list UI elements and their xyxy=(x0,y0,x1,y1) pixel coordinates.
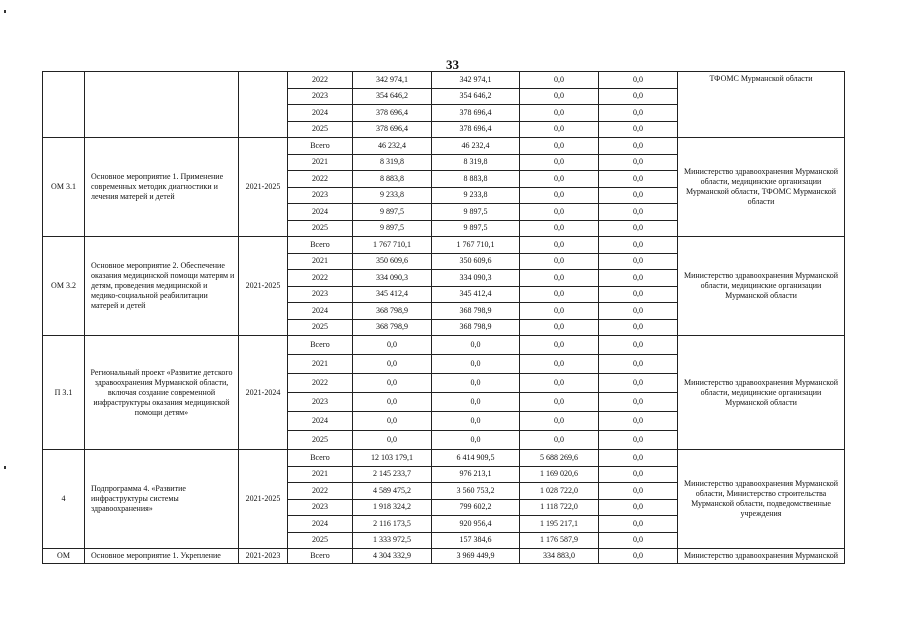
cell-total: 368 798,9 xyxy=(353,319,432,336)
page-number: 33 xyxy=(446,57,459,72)
cell-federal-budget: 0,0 xyxy=(520,355,599,374)
cell-total: 9 233,8 xyxy=(353,187,432,204)
cell-other-sources: 0,0 xyxy=(599,253,678,270)
cell-total: 4 589 475,2 xyxy=(353,483,432,500)
cell-federal-budget: 0,0 xyxy=(520,171,599,188)
cell-other-sources: 0,0 xyxy=(599,532,678,549)
cell-regional-budget: 8 883,8 xyxy=(432,171,520,188)
row-name: Основное мероприятие 1. Укрепление xyxy=(85,549,239,564)
cell-other-sources: 0,0 xyxy=(599,187,678,204)
cell-other-sources: 0,0 xyxy=(599,237,678,254)
cell-other-sources: 0,0 xyxy=(599,105,678,122)
cell-regional-budget: 6 414 909,5 xyxy=(432,450,520,467)
cell-regional-budget: 157 384,6 xyxy=(432,532,520,549)
table-row xyxy=(43,138,845,155)
row-period: 2021-2025 xyxy=(239,237,288,336)
cell-year: 2021 xyxy=(288,466,353,483)
cell-other-sources: 0,0 xyxy=(599,303,678,320)
cell-year: 2023 xyxy=(288,499,353,516)
row-period: 2021-2023 xyxy=(239,549,288,564)
cell-year: 2021 xyxy=(288,253,353,270)
cell-regional-budget: 0,0 xyxy=(432,374,520,393)
cell-regional-budget: 46 232,4 xyxy=(432,138,520,155)
cell-federal-budget: 0,0 xyxy=(520,88,599,105)
cell-year: 2024 xyxy=(288,204,353,221)
cell-other-sources: 0,0 xyxy=(599,72,678,89)
cell-year: 2025 xyxy=(288,220,353,237)
cell-total: 9 897,5 xyxy=(353,220,432,237)
row-code: П 3.1 xyxy=(43,336,85,450)
cell-other-sources: 0,0 xyxy=(599,516,678,533)
cell-total: 0,0 xyxy=(353,412,432,431)
cell-total: 354 646,2 xyxy=(353,88,432,105)
cell-federal-budget: 1 118 722,0 xyxy=(520,499,599,516)
cell-regional-budget: 3 560 753,2 xyxy=(432,483,520,500)
row-period: 2021-2024 xyxy=(239,336,288,450)
cell-total: 46 232,4 xyxy=(353,138,432,155)
cell-total: 1 767 710,1 xyxy=(353,237,432,254)
cell-year: 2021 xyxy=(288,154,353,171)
cell-other-sources: 0,0 xyxy=(599,88,678,105)
cell-federal-budget: 0,0 xyxy=(520,220,599,237)
cell-regional-budget: 345 412,4 xyxy=(432,286,520,303)
cell-year: 2024 xyxy=(288,303,353,320)
cell-regional-budget: 0,0 xyxy=(432,355,520,374)
row-code xyxy=(43,72,85,138)
table-row xyxy=(43,72,845,89)
cell-regional-budget: 1 767 710,1 xyxy=(432,237,520,254)
cell-regional-budget: 799 602,2 xyxy=(432,499,520,516)
cell-year: 2021 xyxy=(288,355,353,374)
cell-federal-budget: 0,0 xyxy=(520,121,599,138)
cell-year: 2025 xyxy=(288,532,353,549)
cell-other-sources: 0,0 xyxy=(599,336,678,355)
cell-federal-budget: 1 176 587,9 xyxy=(520,532,599,549)
cell-other-sources: 0,0 xyxy=(599,270,678,287)
cell-federal-budget: 0,0 xyxy=(520,412,599,431)
cell-other-sources: 0,0 xyxy=(599,393,678,412)
cell-total: 342 974,1 xyxy=(353,72,432,89)
cell-regional-budget: 342 974,1 xyxy=(432,72,520,89)
cell-year: 2023 xyxy=(288,187,353,204)
row-code: ОМ xyxy=(43,549,85,564)
table-row xyxy=(43,336,845,355)
cell-federal-budget: 1 195 217,1 xyxy=(520,516,599,533)
budget-table xyxy=(42,71,845,564)
cell-year: 2022 xyxy=(288,171,353,188)
table-row xyxy=(43,237,845,254)
table-row xyxy=(43,450,845,467)
row-period: 2021-2025 xyxy=(239,450,288,549)
row-executor: Министерство здравоохранения Мурманской области, медицинские организации Мурманской области xyxy=(678,336,845,450)
row-code: 4 xyxy=(43,450,85,549)
cell-total: 0,0 xyxy=(353,336,432,355)
cell-regional-budget: 9 233,8 xyxy=(432,187,520,204)
cell-regional-budget: 0,0 xyxy=(432,412,520,431)
row-code: ОМ 3.2 xyxy=(43,237,85,336)
cell-year: 2025 xyxy=(288,121,353,138)
cell-year: Всего xyxy=(288,549,353,564)
scan-mark xyxy=(4,10,6,13)
cell-year: Всего xyxy=(288,450,353,467)
row-name: Основное мероприятие 2. Обеспечение оказания медицинской помощи матерям и детям, проведения медицинской и медико-социальной реабилитации матерей и детей xyxy=(85,237,239,336)
cell-regional-budget: 0,0 xyxy=(432,393,520,412)
cell-total: 8 319,8 xyxy=(353,154,432,171)
cell-federal-budget: 0,0 xyxy=(520,319,599,336)
cell-regional-budget: 3 969 449,9 xyxy=(432,549,520,564)
cell-year: 2023 xyxy=(288,88,353,105)
cell-regional-budget: 334 090,3 xyxy=(432,270,520,287)
cell-federal-budget: 0,0 xyxy=(520,374,599,393)
cell-regional-budget: 0,0 xyxy=(432,431,520,450)
cell-federal-budget: 0,0 xyxy=(520,253,599,270)
cell-year: 2024 xyxy=(288,516,353,533)
cell-federal-budget: 0,0 xyxy=(520,336,599,355)
cell-other-sources: 0,0 xyxy=(599,450,678,467)
row-code: ОМ 3.1 xyxy=(43,138,85,237)
cell-total: 9 897,5 xyxy=(353,204,432,221)
cell-total: 334 090,3 xyxy=(353,270,432,287)
cell-other-sources: 0,0 xyxy=(599,319,678,336)
cell-total: 378 696,4 xyxy=(353,105,432,122)
cell-year: 2022 xyxy=(288,72,353,89)
cell-other-sources: 0,0 xyxy=(599,431,678,450)
row-name: Основное мероприятие 1. Применение современных методик диагностики и лечения матерей и детей xyxy=(85,138,239,237)
cell-other-sources: 0,0 xyxy=(599,171,678,188)
cell-regional-budget: 350 609,6 xyxy=(432,253,520,270)
cell-federal-budget: 1 028 722,0 xyxy=(520,483,599,500)
cell-year: 2022 xyxy=(288,374,353,393)
row-executor: Министерство здравоохранения Мурманской области, Министерство строительства Мурманской области, подведомственные учреждения xyxy=(678,450,845,549)
table-row xyxy=(43,549,845,564)
cell-total: 0,0 xyxy=(353,355,432,374)
cell-year: 2022 xyxy=(288,270,353,287)
cell-total: 2 116 173,5 xyxy=(353,516,432,533)
cell-total: 1 333 972,5 xyxy=(353,532,432,549)
cell-other-sources: 0,0 xyxy=(599,286,678,303)
cell-other-sources: 0,0 xyxy=(599,499,678,516)
cell-regional-budget: 920 956,4 xyxy=(432,516,520,533)
cell-other-sources: 0,0 xyxy=(599,549,678,564)
cell-regional-budget: 976 213,1 xyxy=(432,466,520,483)
cell-other-sources: 0,0 xyxy=(599,138,678,155)
row-executor: ТФОМС Мурманской области xyxy=(678,72,845,138)
row-name xyxy=(85,72,239,138)
cell-other-sources: 0,0 xyxy=(599,374,678,393)
cell-federal-budget: 0,0 xyxy=(520,72,599,89)
cell-year: 2023 xyxy=(288,286,353,303)
cell-federal-budget: 1 169 020,6 xyxy=(520,466,599,483)
cell-federal-budget: 0,0 xyxy=(520,237,599,254)
cell-regional-budget: 378 696,4 xyxy=(432,105,520,122)
cell-regional-budget: 354 646,2 xyxy=(432,88,520,105)
cell-total: 1 918 324,2 xyxy=(353,499,432,516)
cell-year: Всего xyxy=(288,237,353,254)
cell-year: 2024 xyxy=(288,412,353,431)
cell-federal-budget: 0,0 xyxy=(520,303,599,320)
cell-other-sources: 0,0 xyxy=(599,355,678,374)
row-executor: Министерство здравоохранения Мурманской области, медицинские организации Мурманской области, ТФОМС Мурманской области xyxy=(678,138,845,237)
row-period: 2021-2025 xyxy=(239,138,288,237)
cell-year: 2023 xyxy=(288,393,353,412)
cell-total: 2 145 233,7 xyxy=(353,466,432,483)
cell-regional-budget: 9 897,5 xyxy=(432,220,520,237)
cell-total: 368 798,9 xyxy=(353,303,432,320)
scan-mark xyxy=(4,466,6,469)
cell-other-sources: 0,0 xyxy=(599,154,678,171)
cell-regional-budget: 368 798,9 xyxy=(432,319,520,336)
cell-total: 12 103 179,1 xyxy=(353,450,432,467)
cell-year: 2022 xyxy=(288,483,353,500)
row-executor: Министерство здравоохранения Мурманской xyxy=(678,549,845,564)
cell-year: 2025 xyxy=(288,319,353,336)
cell-total: 378 696,4 xyxy=(353,121,432,138)
cell-federal-budget: 0,0 xyxy=(520,431,599,450)
cell-regional-budget: 378 696,4 xyxy=(432,121,520,138)
cell-federal-budget: 0,0 xyxy=(520,286,599,303)
cell-year: Всего xyxy=(288,336,353,355)
cell-year: Всего xyxy=(288,138,353,155)
cell-total: 8 883,8 xyxy=(353,171,432,188)
cell-total: 0,0 xyxy=(353,431,432,450)
cell-regional-budget: 8 319,8 xyxy=(432,154,520,171)
cell-total: 0,0 xyxy=(353,374,432,393)
row-name: Подпрограмма 4. «Развитие инфраструктуры системы здравоохранения» xyxy=(85,450,239,549)
cell-total: 345 412,4 xyxy=(353,286,432,303)
cell-total: 350 609,6 xyxy=(353,253,432,270)
cell-other-sources: 0,0 xyxy=(599,121,678,138)
cell-regional-budget: 368 798,9 xyxy=(432,303,520,320)
cell-federal-budget: 0,0 xyxy=(520,204,599,221)
cell-federal-budget: 0,0 xyxy=(520,270,599,287)
cell-regional-budget: 9 897,5 xyxy=(432,204,520,221)
cell-year: 2025 xyxy=(288,431,353,450)
cell-regional-budget: 0,0 xyxy=(432,336,520,355)
cell-federal-budget: 0,0 xyxy=(520,154,599,171)
cell-other-sources: 0,0 xyxy=(599,204,678,221)
cell-federal-budget: 0,0 xyxy=(520,187,599,204)
cell-federal-budget: 0,0 xyxy=(520,105,599,122)
row-name: Региональный проект «Развитие детского здравоохранения Мурманской области, включая создание современной инфраструктуры оказания медицинской помощи детям» xyxy=(85,336,239,450)
row-period xyxy=(239,72,288,138)
cell-other-sources: 0,0 xyxy=(599,483,678,500)
cell-total: 4 304 332,9 xyxy=(353,549,432,564)
cell-federal-budget: 0,0 xyxy=(520,138,599,155)
cell-year: 2024 xyxy=(288,105,353,122)
cell-federal-budget: 5 688 269,6 xyxy=(520,450,599,467)
cell-other-sources: 0,0 xyxy=(599,466,678,483)
cell-federal-budget: 0,0 xyxy=(520,393,599,412)
cell-other-sources: 0,0 xyxy=(599,412,678,431)
cell-total: 0,0 xyxy=(353,393,432,412)
cell-other-sources: 0,0 xyxy=(599,220,678,237)
cell-federal-budget: 334 883,0 xyxy=(520,549,599,564)
row-executor: Министерство здравоохранения Мурманской области, медицинские организации Мурманской области xyxy=(678,237,845,336)
